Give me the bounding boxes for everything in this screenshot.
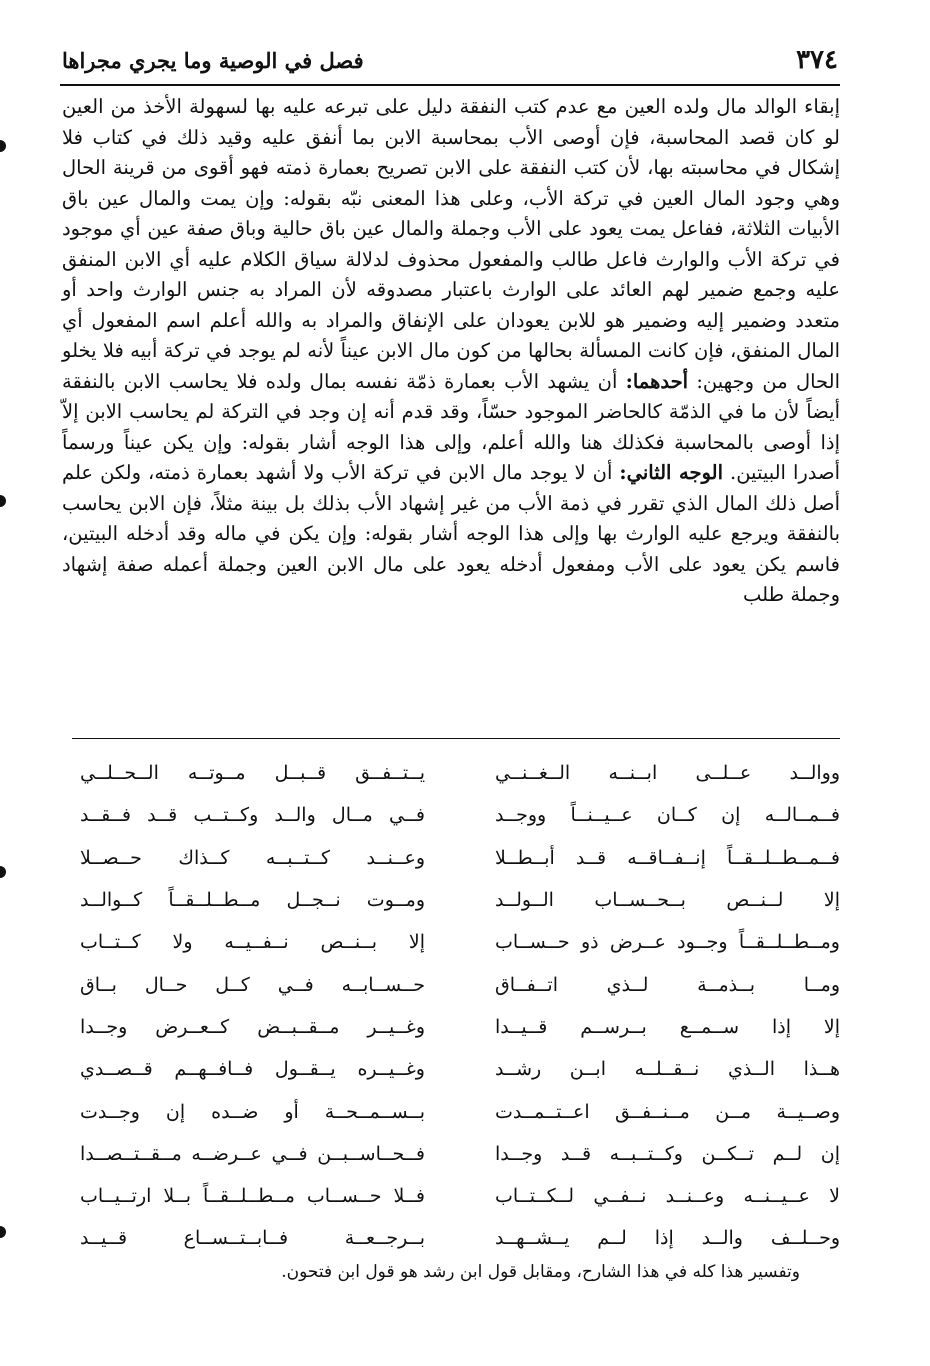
text-segment: أن يشهد الأب بعمارة ذمّة نفسه بمال ولده فلا يحاسب الابن بالنفقة أيضاً لأن ما في الذمّة كالحاضر الموجود حسّاً، وقد قدم أنه إن وجد في التركة لم يحاسب الابن إلاّ إذا أوصى بالمحاسبة فكذلك هنا والله أعلم، وإلى هذا الوجه أشار بقوله: وإن يكن عيناً ورسماً أصدرا البيتين. [62,369,840,484]
verse-first-hemistich: ومــا بــذمــة لــذي اتــفــاق [495,973,840,996]
verse-first-hemistich: وصــيــة مــن مــنــفــق اعــتــمــدت [495,1100,840,1123]
verse-second-hemistich: وغــيــر مــقــبــض كــعــرض وجــدا [80,1015,425,1038]
verse-second-hemistich: يــتــفــق قــبــل مــوتــه الــحــلــي [80,762,425,785]
verse-first-hemistich: وحــلــف والــد إذا لــم يــشــهــد [495,1227,840,1250]
verse-first-hemistich: إلا لــنــص بــحــســاب الــولــد [495,889,840,912]
text-segment: إبقاء الوالد مال ولده العين مع عدم كتب النفقة دليل على تبرعه عليه بها لسهولة الأخذ من العين لو كان قصد المحاسبة، فإن أوصى الأب بمحاسبة الابن بما أنفق عليه وقيد ذلك في كتاب فلا إشكال في محاسبته بها، لأن كتب النفقة على الابن تصريح بعمارة ذمته فهو أقوى من قرينة الحال وهي وجود المال العين في تركة الأب، وعلى هذا المعنى نبّه بقوله: وإن يمت والمال عين باق الأبيات الثلاثة، ففاعل يمت يعود على الأب وجملة والمال عين باق حالية وباق صفة عين أي موجود في تركة الأب والوارث فاعل طالب والمفعول محذوف لدلالة سياق الكلام عليه أي الابن المنفق عليه وجمع ضمير لهم العائد على الوارث باعتبار مصدوقه لأن المراد به جنس الوارث واحد أو متعدد وضمير إليه وضمير هو للابن يعودان على الإنفاق والمراد به والله أعلم اسم المفعول أي المال المنفق، فإن كانت المسألة بحالها من كون مال الابن عيناً لأنه لم يوجد في تركة أبيه فلا يخلو الحال من وجهين: [62,95,841,393]
verses-divider [72,738,840,739]
verse-second-hemistich: بــرجــعــة فــابــتــســاع قــيــد [80,1227,425,1250]
text-segment: أن لا يوجد مال الابن في تركة الأب ولا أشهد بعمارة ذمته، ولكن علم أصل ذلك المال الذي تقرر في ذمة الأب من غير إشهاد الأب بذلك بل بينة مثلاً، فإن الابن يحاسب بالنفقة ويرجع عليه الوارث بها وإلى هذا الوجه أشار بقوله: وإن يكن في ماله وقد أدخله البيتين، فاسم يكن يعود على الأب ومفعول أدخله يعود على مال الابن العين وجملة أعمله صفة إشهاد وجملة طلب [62,461,840,606]
verse-block [80,752,840,1260]
verse-second-hemistich: فــلا حــســاب مــطــلــقــاً بــلا ارتــيــاب [80,1185,425,1208]
margin-mark [0,140,6,152]
commentary-paragraph [62,92,840,611]
margin-mark [0,495,6,507]
verse-second-hemistich: فــحــاســبــن فــي عــرضــه مــقــتــصــدا [80,1142,425,1165]
case-two-heading: الوجه الثاني: [619,461,724,484]
verse-first-hemistich: ووالــد عــلــى ابــنــه الــغــنــي [495,762,840,785]
verse-first-hemistich: إن لــم تــكــن وكــتــبــه قــد وجــدا [495,1142,840,1165]
margin-mark [0,866,6,878]
page-number: ٣٧٤ [796,45,838,75]
verse-second-hemistich: وغــيــره يــقــول فــافــهــم قــصــدي [80,1058,425,1081]
verse-second-hemistich: بــســمــحــة أو ضــده إن وجــدت [80,1100,425,1123]
verse-line [80,752,840,794]
verse-line [80,1175,840,1217]
case-one-heading: أحدهما: [625,369,689,393]
verse-line [80,1006,840,1048]
verse-line [80,1090,840,1132]
verse-first-hemistich: ومــطــلــقــاً وجــود عــرض ذو حــســاب [495,931,840,954]
verse-first-hemistich: إلا إذا ســمــع بــرســم قــيــدا [495,1015,840,1038]
verse-second-hemistich: حــســابــه فــي كــل حــال بــاق [80,973,425,996]
verse-line [80,837,840,879]
verse-second-hemistich: ومــوت نــجــل مــطــلــقــاً كــوالــد [80,889,425,912]
margin-mark [0,1226,6,1238]
header-divider [60,84,840,86]
running-title: فصل في الوصية وما يجري مجراها [62,47,364,73]
verse-first-hemistich: لا عــيــنــه وعــنــد نــفــي لــكــتــاب [495,1185,840,1208]
verse-second-hemistich: فــي مــال والــد وكــتــب قــد فــقــد [80,804,425,827]
running-head [62,42,838,78]
commentary-text [62,92,840,611]
verse-second-hemistich: وعــنــد كــتــبــه كــذاك حــصــلا [80,846,425,869]
verse-first-hemistich: هــذا الــذي نــقــلــه ابــن رشــد [495,1058,840,1081]
footnote: وتفسير هذا كله في هذا الشارح، ومقابل قول ابن رشد هو قول ابن فتحون. [281,1262,800,1282]
verse-line [80,1048,840,1090]
verse-second-hemistich: إلا بــنــص نــفــيــه ولا كــتــاب [80,931,425,954]
verse-line [80,1133,840,1175]
verse-first-hemistich: فــمــالــه إن كــان عــيــنــاً ووجــد [495,804,840,827]
verse-line [80,1217,840,1259]
verse-line [80,921,840,963]
verse-line [80,879,840,921]
verse-first-hemistich: فــمــطــلــقــاً إنــفــاقــه قــد أبــطــلا [495,846,840,869]
verse-line [80,794,840,836]
verse-line [80,963,840,1005]
